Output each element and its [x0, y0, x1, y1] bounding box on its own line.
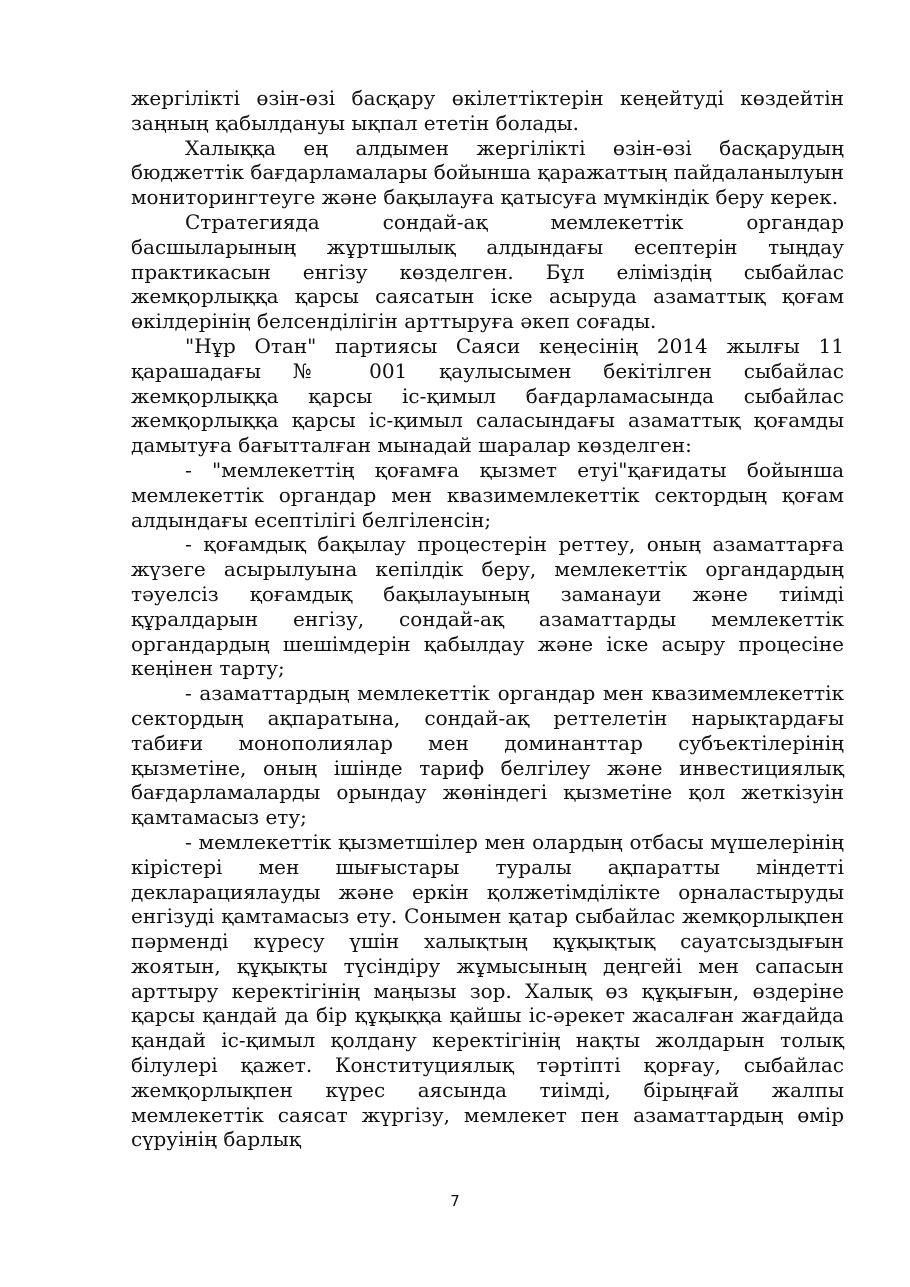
body-text — [131, 86, 844, 1152]
paragraph-continuation: жергілікті өзін-өзі басқару өкілеттіктерін кеңейтуді көздейтін заңның қабылдануы ықпал ететін болады. — [131, 86, 844, 135]
paragraph-budget-monitoring: Халыққа ең алдымен жергілікті өзін-өзі басқарудың бюджеттік бағдарламалары бойынша қаражаттың пайдаланылуын мониторингтеуге және бақылауға қатысуға мүмкіндік беру керек. — [131, 135, 844, 210]
list-item-income-declaration: - мемлекеттік қызметшілер мен олардың отбасы мүшелерінің кірістері мен шығыстары туралы ақпаратты міндетті декларациялауды және еркін қолжетімділікте орналастыруды енгізуді қамтамасыз ету. Сонымен қатар сыбайлас жемқорлықпен пәрменді күресу үшін халықтың құқықтық сауатсыздығын жоятын, құқықты түсіндіру жұмысының деңгейі мен сапасын арттыру керектігінің маңызы зор. Халық өз құқығын, өздеріне қарсы қандай да бір құқыққа қайшы іс-әрекет жасалған жағдайда қандай іс-қимыл қолдану керектігінің нақты жолдарын толық білулері қажет. Конституциялық тәртіпті қорғау, сыбайлас жемқорлықпен күрес аясында тиімді, бірыңғай жалпы мемлекеттік саясат жүргізу, мемлекет пен азаматтардың өмір сүруінің барлық — [131, 829, 844, 1152]
list-item-public-control: - қоғамдық бақылау процестерін реттеу, оның азаматтарға жүзеге асырылуына кепілдік беру, мемлекеттік органдардың тәуелсіз қоғамдық бақылауының заманауи және тиімді құралдарын енгізу, сондай-ақ азаматтарды мемлекеттік органдардың шешімдерін қабылдау және іске асыру процесіне кеңінен тарту; — [131, 532, 844, 681]
list-item-information-access: - азаматтардың мемлекеттік органдар мен квазимемлекеттік сектордың ақпаратына, сондай-ақ реттелетін нарықтардағы табиғи монополиялар мен доминанттар субъектілерінің қызметіне, оның ішінде тариф белгілеу және инвестициялық бағдарламаларды орындау жөніндегі қызметіне қол жеткізуін қамтамасыз ету; — [131, 681, 844, 830]
paragraph-party-resolution: "Нұр Отан" партиясы Саяси кеңесінің 2014 жылғы 11 қарашадағы № 001 қаулысымен бекітілген сыбайлас жемқорлыққа қарсы іс-қимыл бағдарламасында сыбайлас жемқорлыққа қарсы іс-қимыл саласындағы азаматтық қоғамды дамытуға бағытталған мынадай шаралар көзделген: — [131, 333, 844, 458]
page-number: 7 — [450, 1192, 460, 1210]
list-item-accountability: - "мемлекеттің қоғамға қызмет етуі"қағидаты бойынша мемлекеттік органдар мен квазимемлекеттік сектордың қоғам алдындағы есептілігі белгіленсін; — [131, 457, 844, 532]
paragraph-strategy: Стратегияда сондай-ақ мемлекеттік органдар басшыларының жұртшылық алдындағы есептерін тыңдау практикасын енгізу көзделген. Бұл еліміздің сыбайлас жемқорлыққа қарсы саясатын іске асыруда азаматтық қоғам өкілдерінің белсенділігін арттыруға әкеп соғады. — [131, 209, 844, 334]
